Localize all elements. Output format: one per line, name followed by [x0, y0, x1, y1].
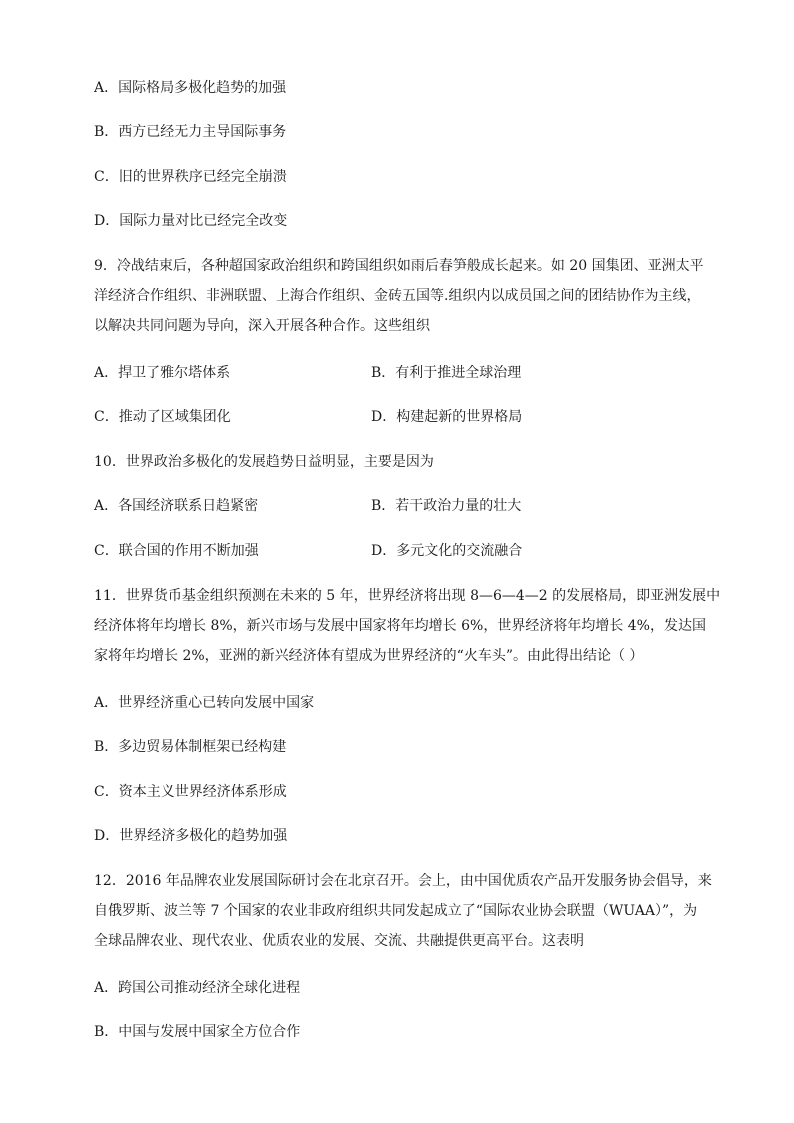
q9-option-c: C．推动了区域集团化 — [94, 409, 231, 425]
q8-option-d: D．国际力量对比已经完全改变 — [94, 213, 288, 229]
q11-option-c: C．资本主义世界经济体系形成 — [94, 784, 287, 800]
q11-option-b: B．多边贸易体制框架已经构建 — [94, 739, 287, 755]
q12-stem-line-2: 自俄罗斯、波兰等 7 个国家的农业非政府组织共同发起成立了“国际农业协会联盟（WUAA）”，为 — [94, 903, 698, 919]
q8-option-b: B．西方已经无力主导国际事务 — [94, 124, 287, 140]
q12-option-b: B．中国与发展中国家全方位合作 — [94, 1024, 301, 1040]
q10-option-a: A．各国经济联系日趋紧密 — [94, 498, 259, 514]
q9-stem-line-1: 9．冷战结束后，各种超国家政治组织和跨国组织如雨后春笋般成长起来。如 20 国集团、亚洲太平 — [94, 258, 704, 274]
q9-stem-line-3: 以解决共同问题为导向，深入开展各种合作。这些组织 — [94, 318, 430, 334]
q11-stem-line-3: 家将年均增长 2%，亚洲的新兴经济体有望成为世界经济的“火车头”。由此得出结论（ ） — [94, 648, 644, 664]
q11-option-d: D．世界经济多极化的趋势加强 — [94, 828, 288, 844]
q10-option-c: C．联合国的作用不断加强 — [94, 543, 259, 559]
q11-stem-line-1: 11．世界货币基金组织预测在未来的 5 年，世界经济将出现 8—6—4—2 的发展格局，即亚洲发展中 — [94, 588, 721, 604]
q9-option-b: B．有利于推进全球治理 — [371, 365, 522, 381]
q12-option-a: A．跨国公司推动经济全球化进程 — [94, 980, 301, 996]
q9-option-a: A．捍卫了雅尔塔体系 — [94, 365, 231, 381]
q11-option-a: A．世界经济重心已转向发展中国家 — [94, 695, 315, 711]
q8-option-c: C．旧的世界秩序已经完全崩溃 — [94, 169, 287, 185]
q10-option-b: B．若干政治力量的壮大 — [371, 498, 522, 514]
q9-option-d: D．构建起新的世界格局 — [371, 409, 523, 425]
q9-stem-line-2: 洋经济合作组织、非洲联盟、上海合作组织、金砖五国等.组织内以成员国之间的团结协作为主线， — [94, 288, 701, 304]
q12-stem-line-1: 12．2016 年品牌农业发展国际研讨会在北京召开。会上，由中国优质农产品开发服务协会倡导，来 — [94, 873, 712, 889]
q10-option-d: D．多元文化的交流融合 — [371, 543, 523, 559]
q8-option-a: A．国际格局多极化趋势的加强 — [94, 80, 287, 96]
q11-stem-line-2: 经济体将年均增长 8%，新兴市场与发展中国家将年均增长 6%，世界经济将年均增长 4%，发达国 — [94, 618, 706, 634]
q12-stem-line-3: 全球品牌农业、现代农业、优质农业的发展、交流、共融提供更高平台。这表明 — [94, 933, 584, 949]
q10-stem: 10．世界政治多极化的发展趋势日益明显，主要是因为 — [94, 454, 434, 470]
